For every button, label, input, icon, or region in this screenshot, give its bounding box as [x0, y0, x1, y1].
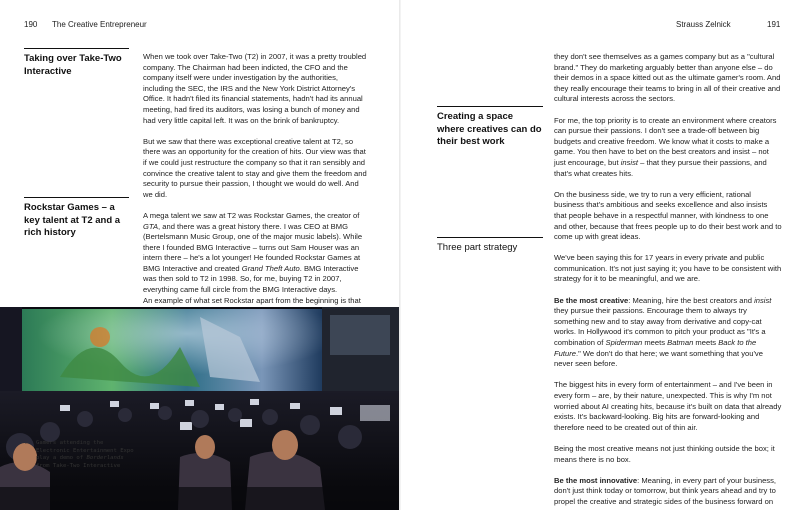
paragraph: We've been saying this for 17 years in every private and public communication. It's not just saying it; you have to be consistent with strategy for it to be meaningful, and we are. [554, 253, 782, 284]
body-column-left [143, 52, 368, 306]
paragraph: When we took over Take-Two (T2) in 2007, it was a pretty troubled company. The Chairman had been indicted, the CFO and the company itself were under investigation by the authorities, including the SEC, the IRS and the New York District Attorney's Office. It hadn't filed its financial statements, hadn't had its annual meeting, had fired its auditors, was losing a bunch of money and had very little capital left. It was on the brink of bankruptcy. [143, 52, 367, 125]
paragraph: But we saw that there was exceptional creative talent at T2, so there was an opportunity for the creation of hits. Our view was that if we could just restructure the company so that it ran sensibly and convince the creative talent to stay and give them the freedom and security to pursue their passion, I thought we would do well. And we did. [143, 136, 367, 199]
paragraph: Be the most innovative: Meaning, in every part of your business, don't just think today or tomorrow, but think years ahead and try to propel the creative and strategic sides of the business forward on [554, 475, 777, 506]
caption-arrow: ← [24, 440, 30, 446]
paragraph: The biggest hits in every form of entertainment – and I've been in every form – are, by their nature, unexpected. This is why I'm not worried about AI creating hits, because it's built on data that already exists. It's backward-looking. Big hits are forward-looking and therefore need to be created out of thin air. [554, 380, 782, 432]
section-heading-creating-space: Creating a space where creatives can do their best work [437, 106, 543, 149]
photo-caption: Gamers attending the Electronic Entertainment Expo play a demo of Borderlands from Take-Two Interactive [36, 440, 134, 469]
paragraph: On the business side, we try to run a very efficient, rational business that's ambitious and seeks excellence and also insists that people behave in a respectful manner, with kindness to one and other, because that frees people up to do their best work and to come up with great ideas. [554, 189, 782, 242]
paragraph: For me, the top priority is to create an environment where creators can pursue their passions. I don't see a trade-off between big budgets and creative freedom. We know what it costs to make a game. You then have to bet on the best creators and insist – not just encourage, but insist – that they pursue their passions, and that's what creates hits. [554, 115, 777, 178]
right-page [400, 0, 800, 510]
page-number-right: 191 [767, 20, 781, 29]
gamers-expo-photo [0, 307, 400, 510]
paragraph: Be the most creative: Meaning, hire the best creators and insist they pursue their passions. Encourage them to always try something new and to stay away from derivative and copy-cat works. In Hollywood it's common to pitch your product as "It's a combination of Spiderman meets Batman meets Back to the Future." We don't do that here; we want something that you've never seen before. [554, 295, 772, 369]
body-column-right [554, 52, 782, 508]
page-number-left: 190 [24, 20, 38, 29]
section-heading-taking-over: Taking over Take-Two Interactive [24, 48, 129, 78]
paragraph: An example of what set Rockstar apart from the beginning is that [143, 295, 361, 305]
section-heading-three-part: Three part strategy [437, 237, 543, 255]
section-heading-rockstar: Rockstar Games – a key talent at T2 and a rich history [24, 197, 129, 240]
paragraph: Being the most creative means not just thinking outside the box; it means there is no box. [554, 443, 775, 464]
running-title-right: Strauss Zelnick [676, 20, 731, 29]
running-title-left: The Creative Entrepreneur [52, 20, 147, 29]
paragraph: A mega talent we saw at T2 was Rockstar Games, the creator of GTA, and there was a great history there. I was CEO at BMG (Bertelsmann Music Group, one of the major music labels). While there I founded BMG Interactive – turns out Sam Houser was an intern there – he's a lot younger! He founded Rockstar Games at BMG Interactive and created Grand Theft Auto. BMG Interactive was then sold to T2 in 1998. So, for me, buying T2 in 2007, everything came full circle from the BMG Interactive days. [143, 210, 363, 295]
paragraph: they don't see themselves as a games company but as a "cultural brand." They do marketing arguably better than anyone else – do their demos in a space kitted out as the ultimate gamer's room. And they really encourage their teams to bring in all of their creative and cultural interests across the sectors. [554, 52, 781, 104]
